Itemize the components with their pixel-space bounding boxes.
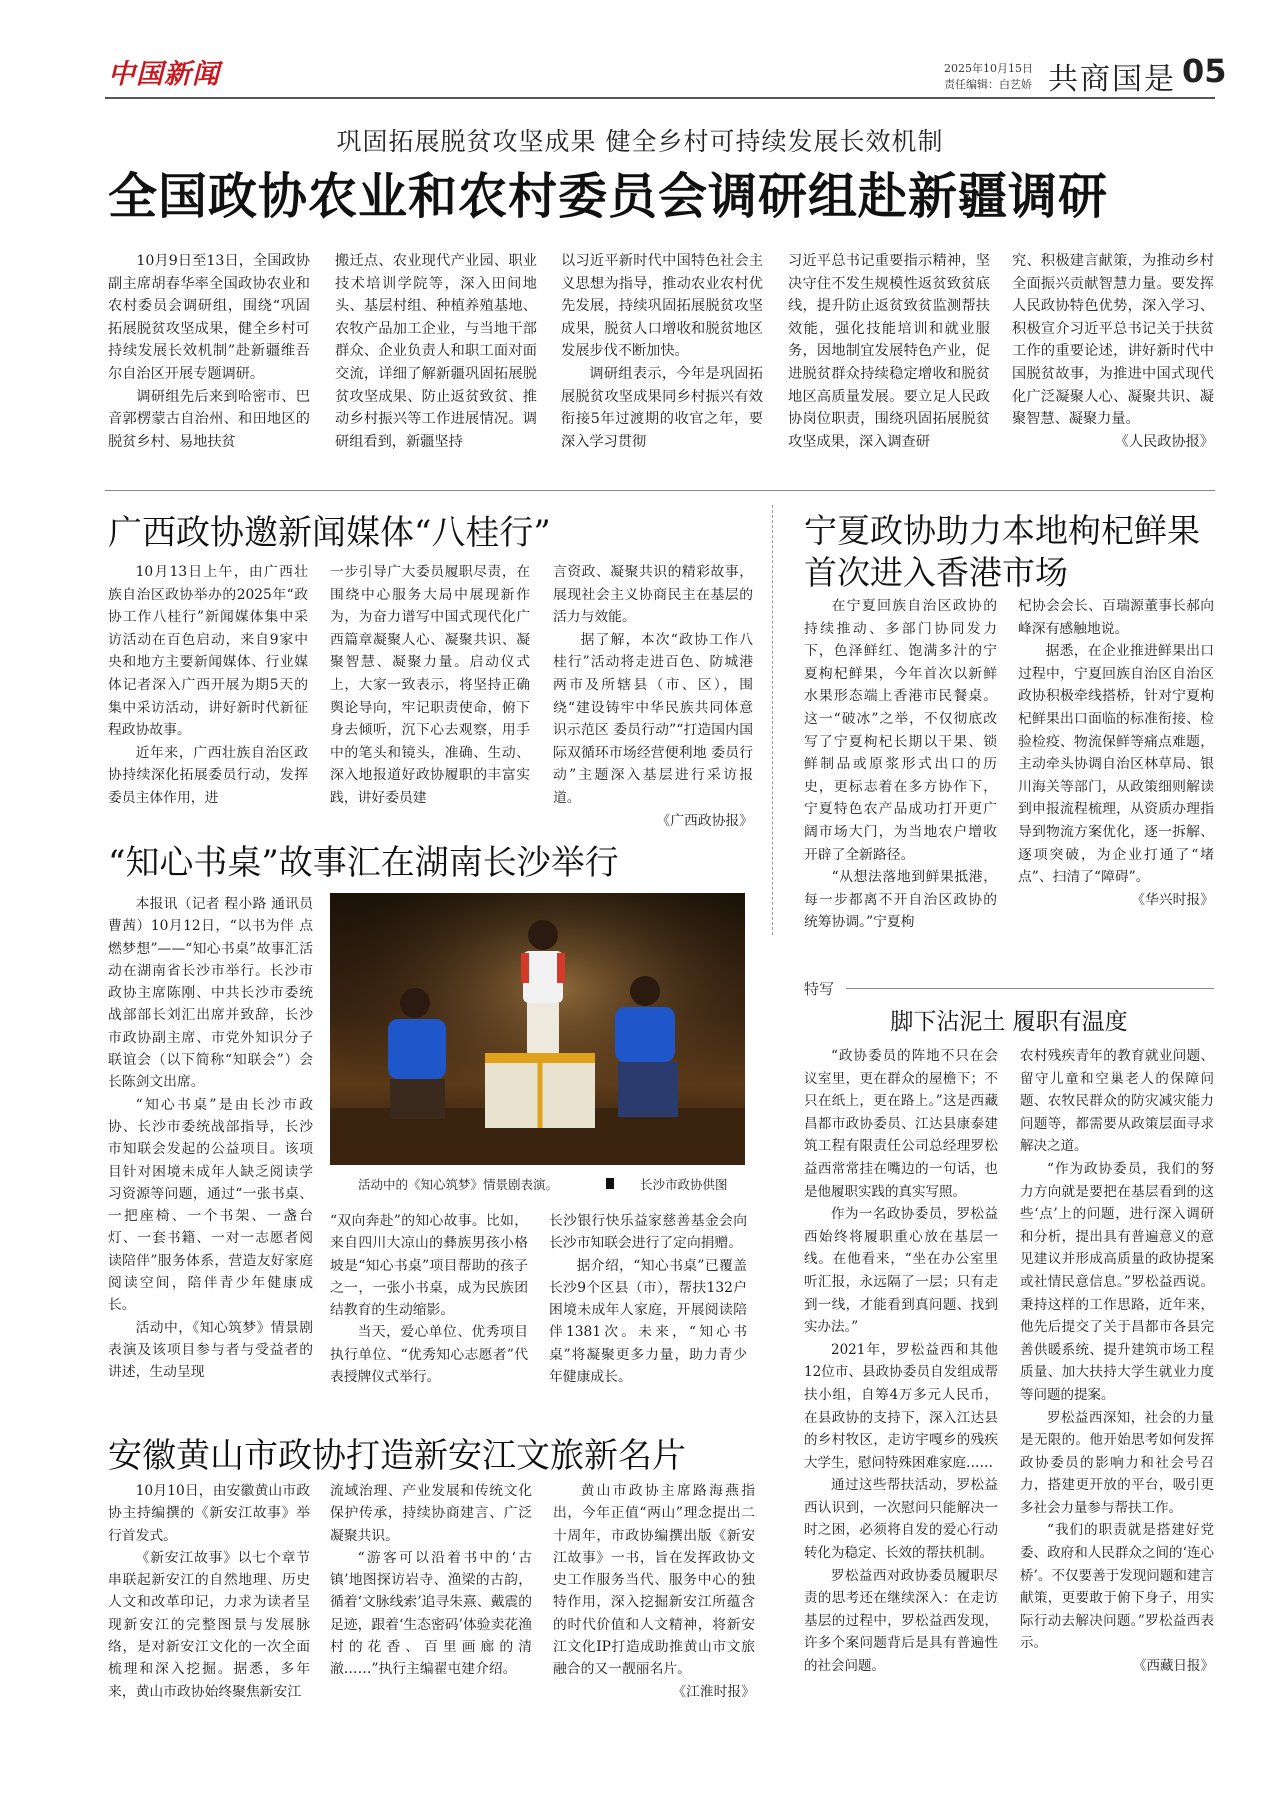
ningxia-headline-line-2: 首次进入香港市场	[804, 553, 1068, 592]
lead-col-4	[788, 250, 990, 453]
paragraph: 一步引导广大委员履职尽责，在围绕中心服务大局中展现新作为，为奋力谱写中国式现代化广西篇章凝聚人心、凝聚共识、凝聚智慧、凝聚力量。启动仪式上，大家一致表示，将坚持正确舆论导向，牢记职责使命，俯下身去倾听，沉下心去观察，用手中的笔头和镜头，准确、生动、深入地报道好政协履职的丰富实践，讲好委员建	[330, 564, 530, 806]
section-name: 共商国是	[1048, 62, 1176, 97]
paragraph: 言资政、凝聚共识的精彩故事，展现社会主义协商民主在基层的活力与效能。	[553, 564, 753, 626]
stage-photo	[330, 893, 745, 1165]
paragraph: 近年来，广西壮族自治区政协持续深化拓展委员行动，发挥委员主体作用，进	[108, 744, 308, 806]
feature-col-2	[1020, 1045, 1214, 1678]
paragraph: 10月9日至13日，全国政协副主席胡春华率全国政协农业和农村委员会调研组，围绕“巩固拓展脱贫攻坚成果，健全乡村可持续发展长效机制”赴新疆维吾尔自治区开展专题调研。	[108, 253, 310, 382]
masthead	[0, 0, 1280, 100]
paragraph: 流域治理、产业发展和传统文化保护传承，持续协商建言、广泛凝聚共识。	[330, 1483, 532, 1544]
paragraph: “作为政协委员，我们的努力方向就是要把在基层看到的这些‘点’上的问题，进行深入调研和分析，提出具有普遍意义的意见建议并形成高质量的政协提案或社情民意信息。”罗松益西说。秉持这样的工作思路，近年来，他先后提交了关于昌都市各县完善供暖系统、提升建筑市场工程质量、加大扶持大学生就业力度等问题的提案。	[1020, 1160, 1214, 1403]
guangxi-col-1	[108, 561, 308, 810]
lead-col-2	[335, 250, 537, 453]
logo: 中国新闻	[108, 59, 220, 90]
paragraph: 据悉，在企业推进鲜果出口过程中，宁夏回族自治区自治区政协积极牵线搭桥，针对宁夏枸杞鲜果出口面临的标准衔接、检验检疫、物流保鲜等痛点难题，主动牵头协调自治区林草局、银川海关等部门，从政策细则解读到申报流程梳理，从资质办理指导到物流方案优化，逐一拆解、逐项突破，为企业打通了“堵点”、扫清了“障碍”。	[1018, 643, 1214, 886]
photo-credit: 长沙市政协供图	[640, 1177, 728, 1192]
hunan-col-3	[549, 1210, 747, 1388]
paragraph: 10月13日上午，由广西壮族自治区政协举办的2025年“政协工作八桂行”新闻媒体集中采访活动在百色启动，来自9家中央和地方主要新闻媒体、行业媒体记者深入广西开展为期5天的集中采访活动，讲好新时代新征程政协故事。	[108, 564, 308, 739]
paragraph: 习近平总书记重要指示精神，坚决守住不发生规模性返贫致贫底线，提升防止返贫致贫监测帮扶效能，强化技能培训和就业服务，因地制宜发展特色产业，促进脱贫群众持续稳定增收和脱贫地区高质量发展。要立足人民政协岗位职责，围绕巩固拓展脱贫攻坚成果，深入调查研	[788, 253, 990, 450]
issue-date: 2025年10月15日	[944, 62, 1033, 75]
paragraph: “知心书桌”是由长沙市政协、长沙市委统战部指导，长沙市知联会发起的公益项目。该项目针对困境未成年人缺乏阅读学习资源等问题，通过“一张书桌、一把座椅、一个书架、一盏台灯、一套书籍、一对一志愿者阅读陪伴”服务体系，营造友好家庭阅读空间，陪伴青少年健康成长。	[108, 1096, 313, 1314]
hunan-col-1	[108, 893, 313, 1384]
masthead-rule	[105, 97, 1215, 99]
column-divider	[772, 505, 773, 935]
hunan-col-2	[330, 1210, 528, 1388]
source-credit: 《江淮时报》	[672, 1683, 755, 1700]
paragraph: “双向奔赴”的知心故事。比如，来自四川大凉山的彝族男孩小格坡是“知心书桌”项目帮助的孩子之一，一张小书桌，成为民族团结教育的生动缩影。	[330, 1213, 528, 1319]
paragraph: 《新安江故事》以七个章节串联起新安江的自然地理、历史人文和改革印记，力求为读者呈现新安江的完整图景与发展脉络，是对新安江文化的一次全面梳理和深入挖掘。据悉，多年来，黄山市政协始终聚焦新安江	[108, 1549, 310, 1700]
editor-credit: 责任编辑：白艺娇	[944, 78, 1032, 91]
anhui-headline: 安徽黄山市政协打造新安江文旅新名片	[108, 1436, 686, 1476]
paragraph: 究、积极建言献策，为推动乡村全面振兴贡献智慧力量。要发挥人民政协特色优势，深入学习、积极宣介习近平总书记关于扶贫工作的重要论述，讲好新时代中国脱贫故事，为推进中国式现代化广泛凝聚人心、凝聚共识、凝聚智慧、凝聚力量。	[1012, 253, 1214, 428]
lead-col-1	[108, 250, 310, 453]
ningxia-headline-line-1: 宁夏政协助力本地枸杞鲜果	[804, 511, 1200, 550]
ningxia-col-2	[1018, 595, 1214, 911]
paragraph: 罗松益西对政协委员履职尽责的思考还在继续深入：在走访基层的过程中，罗松益西发现，许多个案问题背后是具有普遍性的社会问题。	[804, 1567, 998, 1675]
source-credit: 《广西政协报》	[656, 812, 753, 829]
paragraph: “我们的职责就是搭建好党委、政府和人民群众之间的‘连心桥’。不仅要善于发现问题和建言献策，更要敢于俯下身子，用实际行动去解决问题。”罗松益西表示。	[1020, 1522, 1214, 1652]
paragraph: 本报讯（记者 程小路 通讯员 曹茜）10月12日，“以书为伴 点燃梦想”——“知心书桌”故事汇活动在湖南省长沙市举行。长沙市政协主席陈刚、中共长沙市委统战部部长刘汇出席并致辞，长沙市政协副主席、市党外知识分子联谊会（以下简称“知联会”）会长陈剑文出席。	[108, 896, 313, 1091]
paragraph: 当天，爱心单位、优秀项目执行单位、“优秀知心志愿者”代表授牌仪式举行。	[330, 1324, 528, 1386]
paragraph: 据了解，本次“政协工作八桂行”活动将走进百色、防城港两市及所辖县（市、区），围绕“建设铸牢中华民族共同体意识示范区 委员行动”“打造国内国际双循环市场经营便利地 委员行动”主题深入基层进行采访报道。	[553, 631, 753, 806]
source-credit: 《华兴时报》	[1131, 891, 1214, 908]
paragraph: 作为一名政协委员，罗松益西始终将履职重心放在基层一线。在他看来，“坐在办公室里听汇报，永远隔了一层；只有走到一线，才能看到真问题、找到实办法。”	[804, 1206, 998, 1336]
paragraph: 通过这些帮扶活动，罗松益西认识到，一次慰问只能解决一时之困，必须将自发的爱心行动转化为稳定、长效的帮扶机制。	[804, 1477, 998, 1562]
paragraph: 调研组表示，今年是巩固拓展脱贫攻坚成果同乡村振兴有效衔接5年过渡期的收官之年，要深入学习贯彻	[561, 365, 763, 450]
feature-tag: 特写	[804, 980, 835, 998]
photo-caption: 活动中的《知心筑梦》情景剧表演。	[358, 1177, 559, 1192]
paragraph: 罗松益西深知，社会的力量是无限的。他开始思考如何发挥政协委员的影响力和社会号召力，搭建更开放的平台，吸引更多社会力量参与帮扶工作。	[1020, 1409, 1214, 1516]
paragraph: 黄山市政协主席路海燕指出，今年正值“两山”理念提出二十周年，市政协编撰出版《新安江故事》一书，旨在发挥政协文史工作服务当代、服务中心的独特作用，深入挖掘新安江所蕴含的时代价值和人文精神，将新安江文化IP打造成助推黄山市文旅融合的又一靓丽名片。	[553, 1483, 755, 1678]
paragraph: 调研组先后来到哈密市、巴音郭楞蒙古自治州、和田地区的脱贫乡村、易地扶贫	[108, 388, 310, 450]
feature-headline: 脚下沾泥土 履职有温度	[890, 1009, 1128, 1035]
paragraph: “政协委员的阵地不只在会议室里，更在群众的屋檐下；不只在纸上，更在路上。”这是西藏昌都市政协委员、江达县康泰建筑工程有限责任公司总经理罗松益西常常挂在嘴边的一句话，也是他履职实践的真实写照。	[804, 1048, 998, 1200]
lead-kicker: 巩固拓展脱贫攻坚成果 健全乡村可持续发展长效机制	[336, 127, 944, 156]
paragraph: 以习近平新时代中国特色社会主义思想为指导，推动农业农村优先发展，持续巩固拓展脱贫攻坚成果，脱贫人口增收和脱贫地区发展步伐不断加快。	[561, 253, 763, 360]
guangxi-headline: 广西政协邀新闻媒体“八桂行”	[108, 513, 551, 553]
paragraph: 在宁夏回族自治区政协的持续推动、多部门协同发力下，色泽鲜红、饱满多汁的宁夏枸杞鲜果，今年首次以新鲜水果形态端上香港市民餐桌。这一“破冰”之举，不仅彻底改写了宁夏枸杞长期以干果、锁鲜制品或原浆形式出口的历史，更标志着在多方协作下，宁夏特色农产品成功打开更广阔市场大门，为当地农户增收开辟了全新路径。	[804, 598, 997, 863]
feature-col-1	[804, 1045, 998, 1678]
paragraph: 长沙银行快乐益家慈善基金会向长沙市知联会进行了定向捐赠。	[549, 1213, 747, 1252]
paragraph: 10月10日，由安徽黄山市政协主持编撰的《新安江故事》举行首发式。	[108, 1483, 310, 1544]
paragraph: 据介绍，“知心书桌”已覆盖长沙9个区县（市），帮扶132户困境未成年人家庭，开展阅读陪伴1381次。未来，“知心书桌”将凝聚更多力量，助力青少年健康成长。	[549, 1257, 747, 1386]
ningxia-col-1	[804, 595, 997, 934]
source-credit: 《西藏日报》	[1133, 1658, 1214, 1675]
photo-caption-mark	[606, 1178, 614, 1189]
paragraph: “从想法落地到鲜果抵港，每一步都离不开自治区政协的统筹协调。”宁夏枸	[804, 869, 997, 931]
paragraph: 搬迁点、农业现代产业园、职业技术培训学院等，深入田间地头、基层村组、种植养殖基地、农牧产品加工企业，与当地干部群众、企业负责人和职工面对面交流，详细了解新疆巩固拓展脱贫攻坚成果、防止返贫致贫、推动乡村振兴等工作进展情况。调研组看到，新疆坚持	[335, 253, 537, 450]
stage-photo-illustration	[330, 893, 745, 1165]
paragraph: 杞协会会长、百瑞源董事长郝向峰深有感触地说。	[1018, 598, 1214, 637]
paragraph: 活动中，《知心筑梦》情景剧表演及该项目参与者与受益者的讲述，生动呈现	[108, 1319, 313, 1381]
anhui-col-1	[108, 1480, 310, 1703]
feature-tag-rule	[846, 988, 1214, 989]
lead-headline: 全国政协农业和农村委员会调研组赴新疆调研	[108, 168, 1109, 225]
paragraph: 农村残疾青年的教育就业问题、留守儿童和空巢老人的保障问题、农牧民群众的防灾减灾能力问题等，都需要从政策层面寻求解决之道。	[1020, 1048, 1214, 1155]
lead-col-5	[1012, 250, 1214, 453]
anhui-col-3	[553, 1480, 755, 1703]
lead-col-3	[561, 250, 763, 453]
paragraph: “游客可以沿着书中的‘古镇’地图探访岩寺、渔梁的古韵，循着‘文脉线索’追寻朱熹、戴震的足迹，跟着‘生态密码’体验卖花渔村的花香、百里画廊的清澈……”执行主编翟屯建介绍。	[330, 1549, 532, 1678]
hunan-headline: “知心书桌”故事汇在湖南长沙举行	[108, 843, 619, 883]
paragraph: 2021年，罗松益西和其他12位市、县政协委员自发组成帮扶小组，自筹4万多元人民币，在县政协的支持下，深入江达县的乡村牧区，走访宇嘎乡的残疾大学生，慰问特殊困难家庭……	[804, 1341, 998, 1471]
page-number: 05	[1182, 52, 1227, 90]
guangxi-col-2	[330, 561, 530, 810]
lead-bottom-rule	[105, 490, 1215, 491]
source-credit: 《人民政协报》	[1114, 433, 1214, 450]
anhui-col-2	[330, 1480, 532, 1681]
guangxi-col-3	[553, 561, 753, 832]
